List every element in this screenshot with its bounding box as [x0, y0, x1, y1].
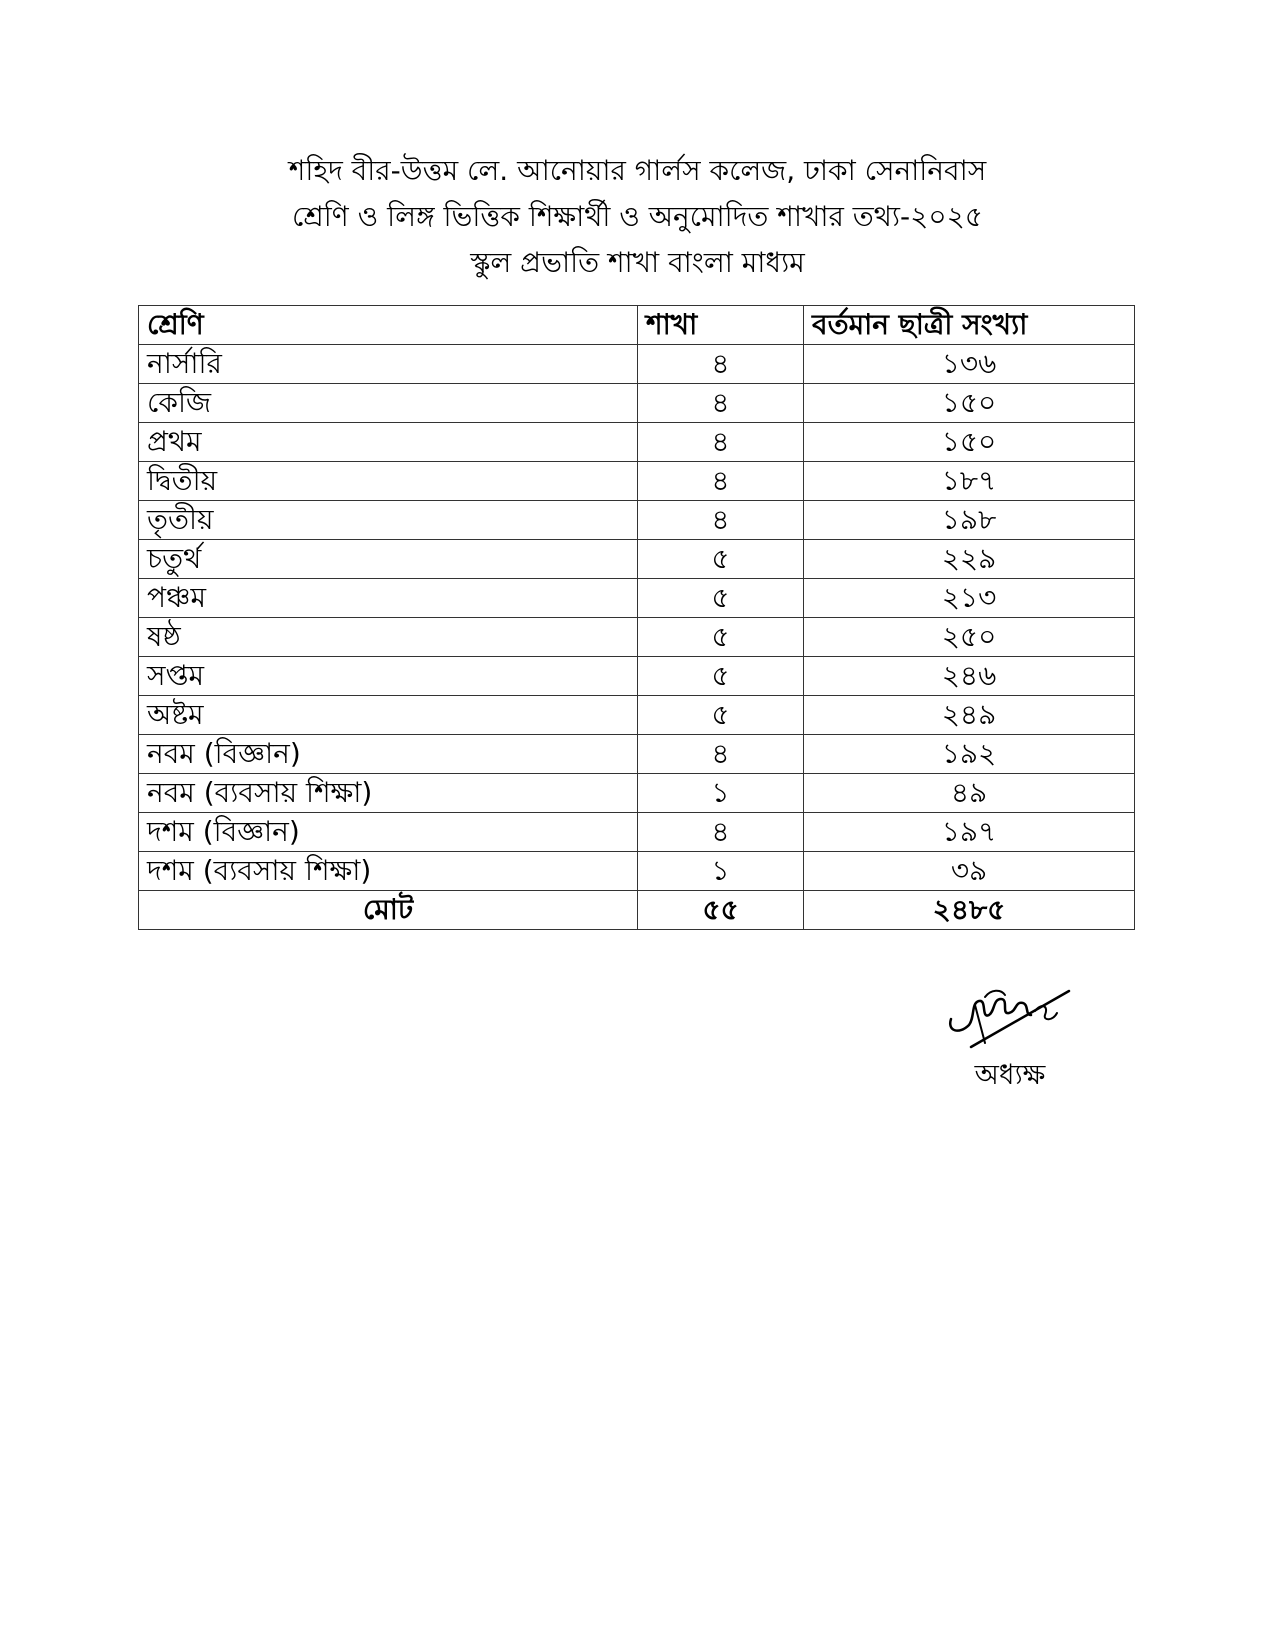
sections-cell: ১ — [638, 852, 804, 891]
column-header-class: শ্রেণি — [139, 306, 638, 345]
class-cell: তৃতীয় — [139, 501, 638, 540]
total-students: ২৪৮৫ — [804, 891, 1135, 930]
total-sections: ৫৫ — [638, 891, 804, 930]
students-cell: ৩৯ — [804, 852, 1135, 891]
total-row — [139, 891, 1135, 930]
students-cell: ১৫০ — [804, 423, 1135, 462]
principal-title: অধ্যক্ষ — [974, 1058, 1046, 1091]
total-label: মোট — [139, 891, 638, 930]
sections-cell: ৫ — [638, 540, 804, 579]
sections-cell: ৫ — [638, 579, 804, 618]
table-row — [139, 735, 1135, 774]
class-cell: কেজি — [139, 384, 638, 423]
table-row — [139, 852, 1135, 891]
class-cell: নবম (বিজ্ঞান) — [139, 735, 638, 774]
table-row — [139, 462, 1135, 501]
sections-cell: ৪ — [638, 813, 804, 852]
students-cell: ২১৩ — [804, 579, 1135, 618]
students-cell: ২৪৬ — [804, 657, 1135, 696]
class-cell: নার্সারি — [139, 345, 638, 384]
principal-signature — [945, 985, 1075, 1055]
class-cell: প্রথম — [139, 423, 638, 462]
students-cell: ১৮৭ — [804, 462, 1135, 501]
column-header-students: বর্তমান ছাত্রী সংখ্যা — [804, 306, 1135, 345]
class-cell: চতুর্থ — [139, 540, 638, 579]
table-row — [139, 540, 1135, 579]
sections-cell: ৫ — [638, 696, 804, 735]
class-cell: ষষ্ঠ — [139, 618, 638, 657]
sections-cell: ৪ — [638, 735, 804, 774]
sections-cell: ৪ — [638, 501, 804, 540]
students-cell: ১৫০ — [804, 384, 1135, 423]
sections-cell: ৪ — [638, 345, 804, 384]
students-cell: ১৯৮ — [804, 501, 1135, 540]
document-header — [0, 148, 1275, 286]
table-row — [139, 657, 1135, 696]
table-row — [139, 501, 1135, 540]
class-cell: সপ্তম — [139, 657, 638, 696]
table-row — [139, 774, 1135, 813]
sections-cell: ৫ — [638, 618, 804, 657]
class-cell: দ্বিতীয় — [139, 462, 638, 501]
institution-name: শহিদ বীর-উত্তম লে. আনোয়ার গার্লস কলেজ, ঢাকা সেনানিবাস — [288, 154, 987, 187]
table-row — [139, 345, 1135, 384]
table-row — [139, 696, 1135, 735]
sections-cell: ৪ — [638, 384, 804, 423]
sections-cell: ১ — [638, 774, 804, 813]
document-subtitle: স্কুল প্রভাতি শাখা বাংলা মাধ্যম — [470, 246, 805, 279]
student-section-table — [138, 305, 1135, 930]
table-row — [139, 579, 1135, 618]
table-header-row — [139, 306, 1135, 345]
students-cell: ২৫০ — [804, 618, 1135, 657]
students-cell: ১৯২ — [804, 735, 1135, 774]
class-cell: অষ্টম — [139, 696, 638, 735]
table-row — [139, 423, 1135, 462]
table-row — [139, 813, 1135, 852]
document-title: শ্রেণি ও লিঙ্গ ভিত্তিক শিক্ষার্থী ও অনুমোদিত শাখার তথ্য-২০২৫ — [292, 200, 983, 233]
students-cell: ১৩৬ — [804, 345, 1135, 384]
column-header-sections: শাখা — [638, 306, 804, 345]
sections-cell: ৪ — [638, 462, 804, 501]
table-row — [139, 384, 1135, 423]
students-cell: ১৯৭ — [804, 813, 1135, 852]
students-cell: ২২৯ — [804, 540, 1135, 579]
students-cell: ২৪৯ — [804, 696, 1135, 735]
sections-cell: ৪ — [638, 423, 804, 462]
class-cell: পঞ্চম — [139, 579, 638, 618]
class-cell: নবম (ব্যবসায় শিক্ষা) — [139, 774, 638, 813]
table-row — [139, 618, 1135, 657]
students-cell: ৪৯ — [804, 774, 1135, 813]
class-cell: দশম (ব্যবসায় শিক্ষা) — [139, 852, 638, 891]
sections-cell: ৫ — [638, 657, 804, 696]
class-cell: দশম (বিজ্ঞান) — [139, 813, 638, 852]
